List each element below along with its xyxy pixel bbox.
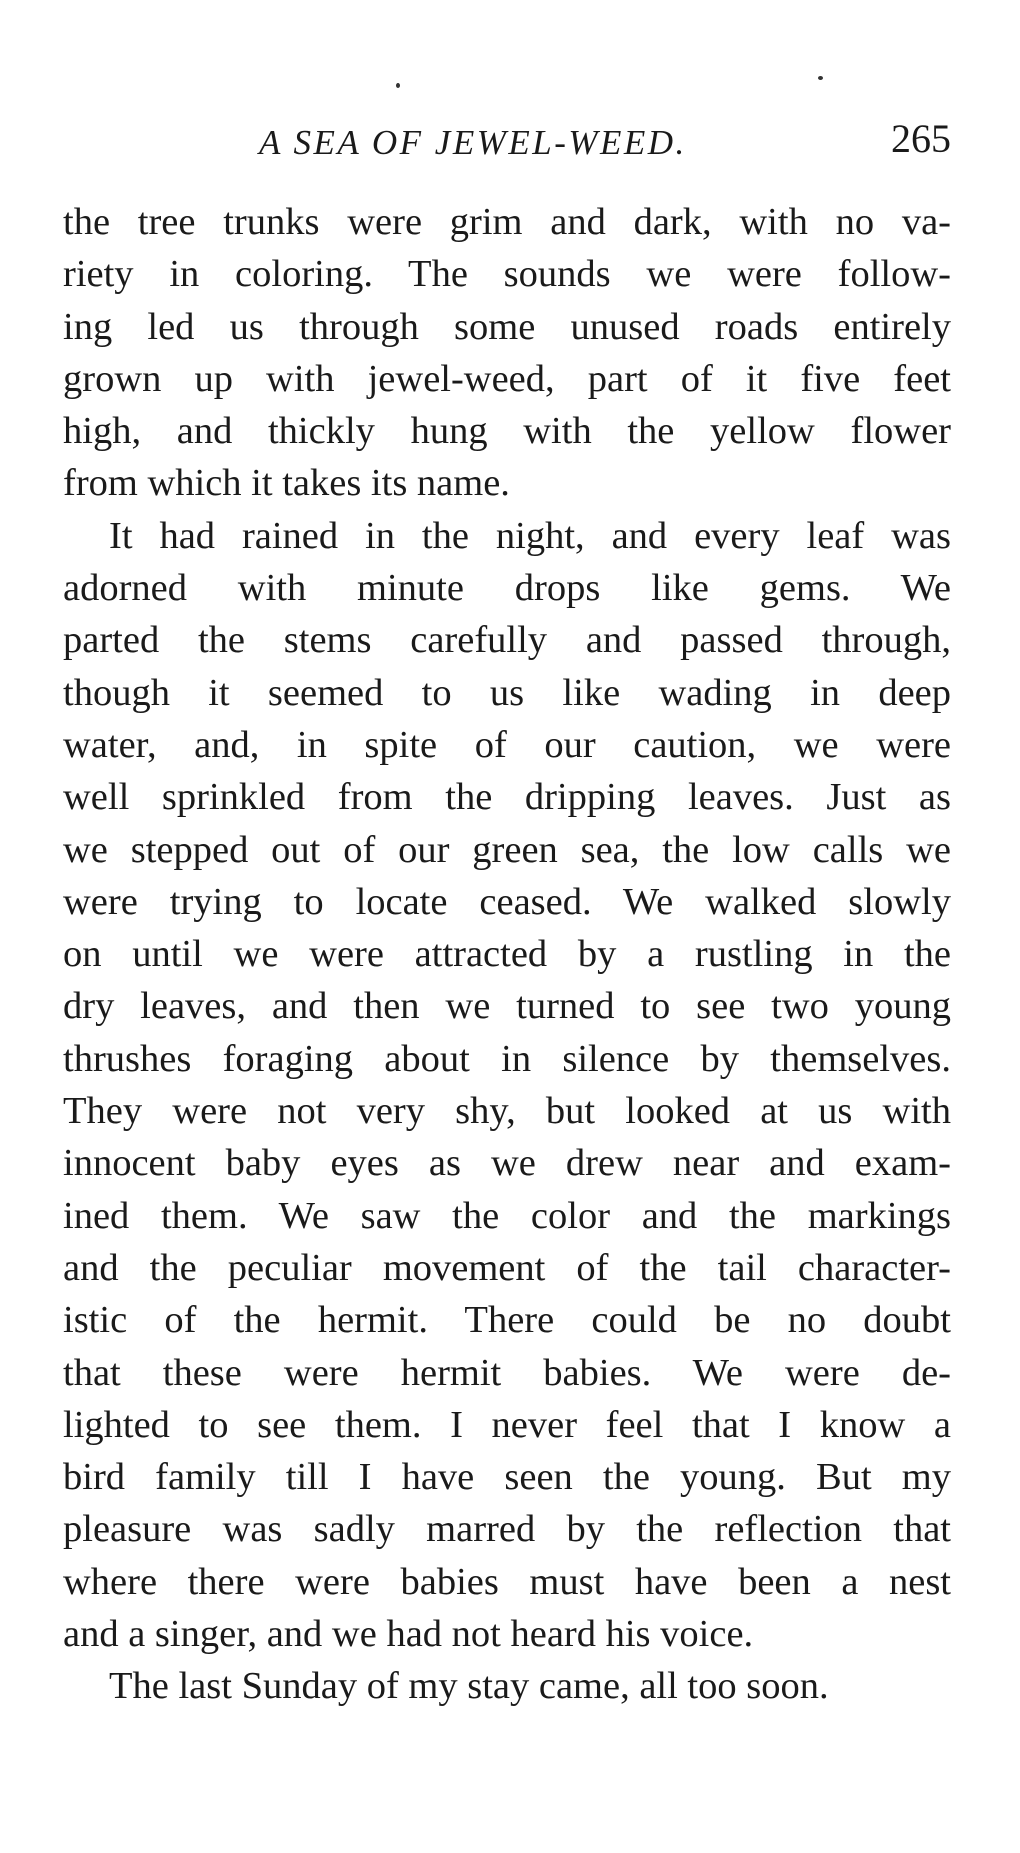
text-line: and a singer, and we had not heard his voice. xyxy=(63,1613,754,1656)
text-line: ined them. We saw the color and the markings xyxy=(63,1194,951,1237)
text-line: from which it takes its name. xyxy=(63,462,510,505)
paragraph xyxy=(63,510,951,1661)
text-line: water, and, in spite of our caution, we were xyxy=(63,723,951,766)
body-text xyxy=(63,196,951,1713)
running-title: A SEA OF JEWEL-WEED. xyxy=(259,123,687,162)
page-number: 265 xyxy=(891,116,951,161)
text-line: thrushes foraging about in silence by themselves. xyxy=(63,1037,951,1080)
text-line: dry leaves, and then we turned to see two young xyxy=(63,985,951,1028)
text-line: parted the stems carefully and passed through, xyxy=(63,619,951,662)
text-line: The last Sunday of my stay came, all too soon. xyxy=(109,1665,829,1708)
text-line: ing led us through some unused roads entirely xyxy=(63,305,951,348)
text-line: we stepped out of our green sea, the low calls we xyxy=(63,828,951,871)
text-line: grown up with jewel-weed, part of it five feet xyxy=(63,357,951,400)
text-line: istic of the hermit. There could be no doubt xyxy=(63,1299,951,1342)
text-line: pleasure was sadly marred by the reflection that xyxy=(63,1508,951,1551)
text-line: lighted to see them. I never feel that I know a xyxy=(63,1403,951,1446)
paragraph xyxy=(63,196,951,510)
text-line: well sprinkled from the dripping leaves. Just as xyxy=(63,776,951,819)
text-line: though it seemed to us like wading in deep xyxy=(63,671,951,714)
ink-speck xyxy=(396,83,400,88)
text-line: that these were hermit babies. We were de- xyxy=(63,1351,951,1394)
text-line: adorned with minute drops like gems. We xyxy=(63,567,951,610)
paragraph xyxy=(63,1660,951,1712)
text-line: bird family till I have seen the young. But my xyxy=(63,1456,951,1499)
text-line: where there were babies must have been a nest xyxy=(63,1560,951,1603)
running-head xyxy=(63,118,951,168)
text-line: It had rained in the night, and every leaf was xyxy=(109,514,951,557)
text-line: were trying to locate ceased. We walked slowly xyxy=(63,880,951,923)
text-line: riety in coloring. The sounds we were follow- xyxy=(63,253,951,296)
text-line: high, and thickly hung with the yellow flower xyxy=(63,410,951,453)
text-line: innocent baby eyes as we drew near and exam- xyxy=(63,1142,951,1185)
text-line: on until we were attracted by a rustling in the xyxy=(63,933,951,976)
ink-speck xyxy=(818,76,823,80)
text-line: and the peculiar movement of the tail character- xyxy=(63,1246,951,1289)
text-line: the tree trunks were grim and dark, with no va- xyxy=(63,201,951,243)
text-line: They were not very shy, but looked at us with xyxy=(63,1090,951,1133)
